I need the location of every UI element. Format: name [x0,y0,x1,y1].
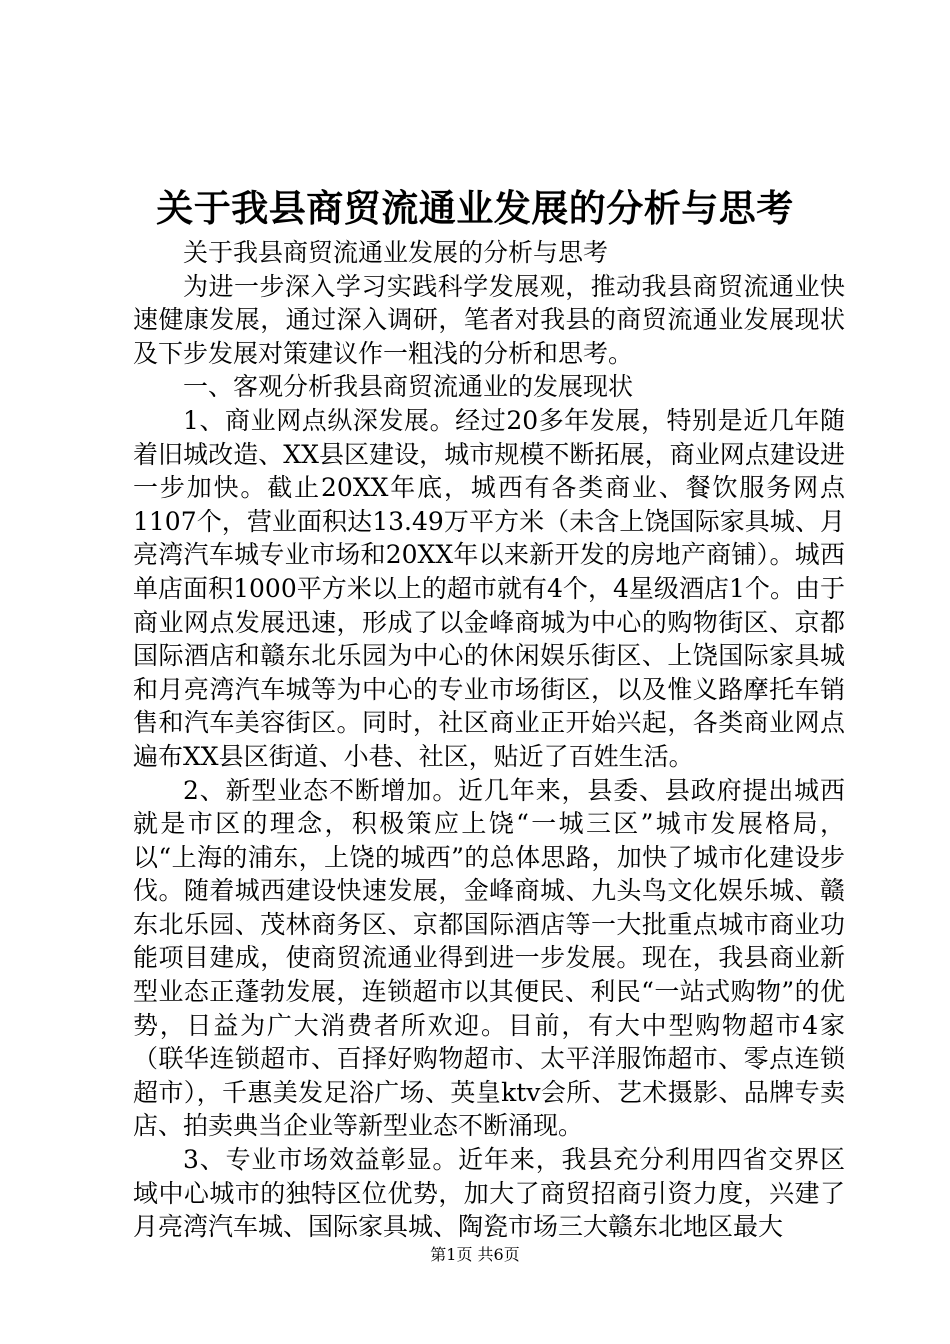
paragraph-intro: 为进一步深入学习实践科学发展观，推动我县商贸流通业快速健康发展，通过深入调研，笔者对我县的商贸流通业发展现状及下步发展对策建议作一粗浅的分析和思考。 [133,271,845,368]
document-body [133,236,845,1244]
section-heading: 一、客观分析我县商贸流通业的发展现状 [183,372,634,402]
paragraph-new-formats: 2、新型业态不断增加。近几年来，县委、县政府提出城西就是市区的理念，积极策应上饶“一城三区”城市发展格局，以“上海的浦东，上饶的城西”的总体思路，加快了城市化建设步伐。随着城西建设快速发展，金峰商城、九头鸟文化娱乐城、赣东北乐园、茂林商务区、京都国际酒店等一大批重点城市商业功能项目建成，使商贸流通业得到进一步发展。现在，我县商业新型业态正蓬勃发展，连锁超市以其便民、利民“一站式购物”的优势，日益为广大消费者所欢迎。目前，有大中型购物超市4家（联华连锁超市、百择好购物超市、太平洋服饰超市、零点连锁超市），千惠美发足浴广场、英皇ktv会所、艺术摄影、品牌专卖店、拍卖典当企业等新型业态不断涌现。 [133,775,845,1141]
paragraph-subtitle: 关于我县商贸流通业发展的分析与思考 [183,238,609,267]
paragraph-commercial-outlets: 1、商业网点纵深发展。经过20多年发展，特别是近几年随着旧城改造、XX县区建设，城市规模不断拓展，商业网点建设进一步加快。截止20XX年底，城西有各类商业、餐饮服务网点1107个，营业面积达13.49万平方米（未含上饶国际家具城、月亮湾汽车城专业市场和20XX年以来新开发的房地产商铺）。城西单店面积1000平方米以上的超市就有4个，4星级酒店1个。由于商业网点发展迅速，形成了以金峰商城为中心的购物街区、京都国际酒店和赣东北乐园为中心的休闲娱乐街区、上饶国际家具城和月亮湾汽车城等为中心的专业市场街区，以及惟义路摩托车销售和汽车美容街区。同时，社区商业正开始兴起，各类商业网点遍布XX县区街道、小巷、社区，贴近了百姓生活。 [133,405,845,771]
document-title: 关于我县商贸流通业发展的分析与思考 [156,186,794,230]
page-footer: 第1页 共6页 [430,1245,520,1264]
paragraph-specialized-markets: 3、专业市场效益彰显。近年来，我县充分利用四省交界区域中心城市的独特区位优势，加大了商贸招商引资力度，兴建了月亮湾汽车城、国际家具城、陶瓷市场三大赣东北地区最大 [133,1145,845,1242]
